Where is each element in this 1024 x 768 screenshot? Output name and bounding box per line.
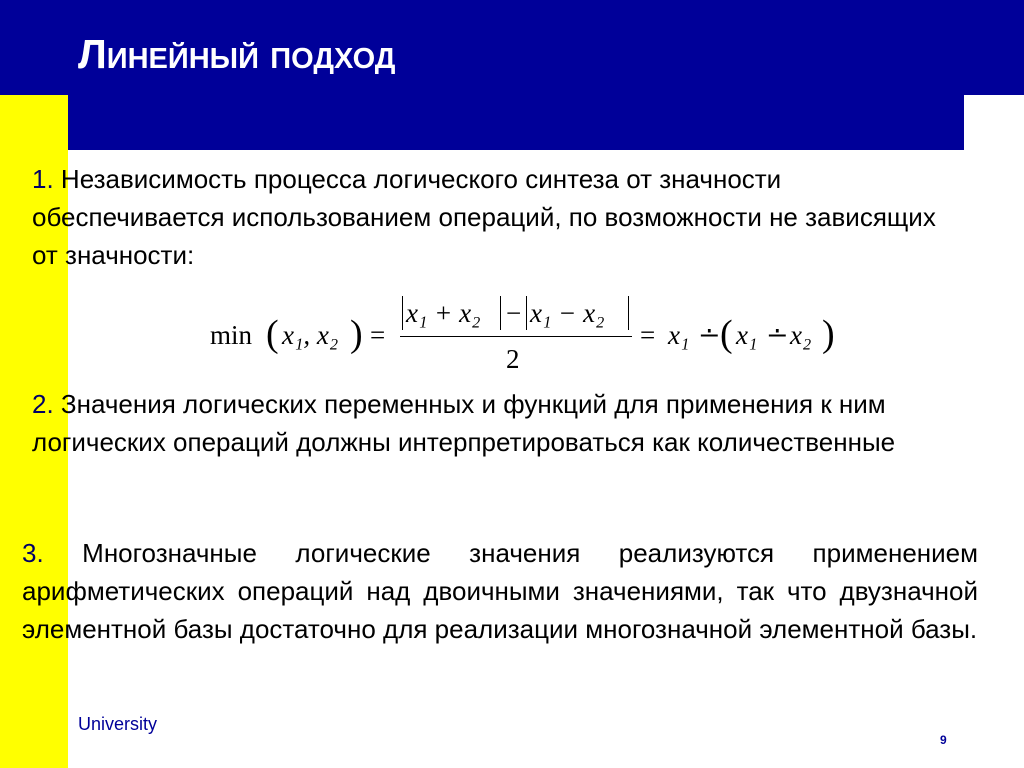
abs-bar-4 [628,296,629,330]
abs-bar-1 [402,296,403,330]
paragraph-3 [22,534,978,648]
formula-rhs-x1-b: x₁ [736,320,758,350]
formula-rhs-x1: x₁ [668,320,690,350]
page-number: 9 [940,733,947,747]
formula-rhs-open-paren: ( [720,313,733,355]
formula-lhs-close-paren: ) [350,313,363,355]
formula-numerator-b: x₁ − x₂ [530,298,605,328]
formula-rhs-x2: x₂ [790,320,812,350]
paragraph-1-text: Независимость процесса логического синтеза от значности обеспечивается использованием операций, по возможности не зависящих от значности: [32,164,936,270]
paragraph-2 [32,385,962,461]
formula-rhs-op1: ∸ [698,320,721,350]
formula-denominator: 2 [506,344,520,374]
formula-lhs-open-paren: ( [266,313,279,355]
formula-equals-2: = [640,320,656,350]
formula-equals-1: = [370,320,386,350]
paragraph-3-number: 3. [22,538,44,568]
footer-university-label: University [78,714,158,734]
title-band-extension [68,95,964,150]
paragraph-2-text: Значения логических переменных и функций для применения к ним логических операций должны интерпретироваться как количественные [32,389,896,457]
slide-title: Линейный подход [78,31,396,77]
formula-rhs-close-paren: ) [822,313,835,355]
fraction-line [400,336,632,337]
formula-rhs-op2: ∸ [766,320,789,350]
paragraph-1-number: 1. [32,164,54,194]
abs-bar-2 [500,296,501,330]
formula-lhs-args: x₁, x₂ [282,320,339,350]
paragraph-1 [32,160,962,274]
formula-numerator-minus: − [506,298,522,328]
formula-min-label: min [210,320,253,350]
paragraph-3-text: Многозначные логические значения реализуются применением арифметических операций над двоичными значениями, так что двузначной элементной базы достаточно для реализации многозначной элементной базы. [22,538,978,644]
min-formula [210,292,850,382]
formula-numerator-a: x₁ + x₂ [406,298,481,328]
abs-bar-3 [526,296,527,330]
paragraph-2-number: 2. [32,389,54,419]
